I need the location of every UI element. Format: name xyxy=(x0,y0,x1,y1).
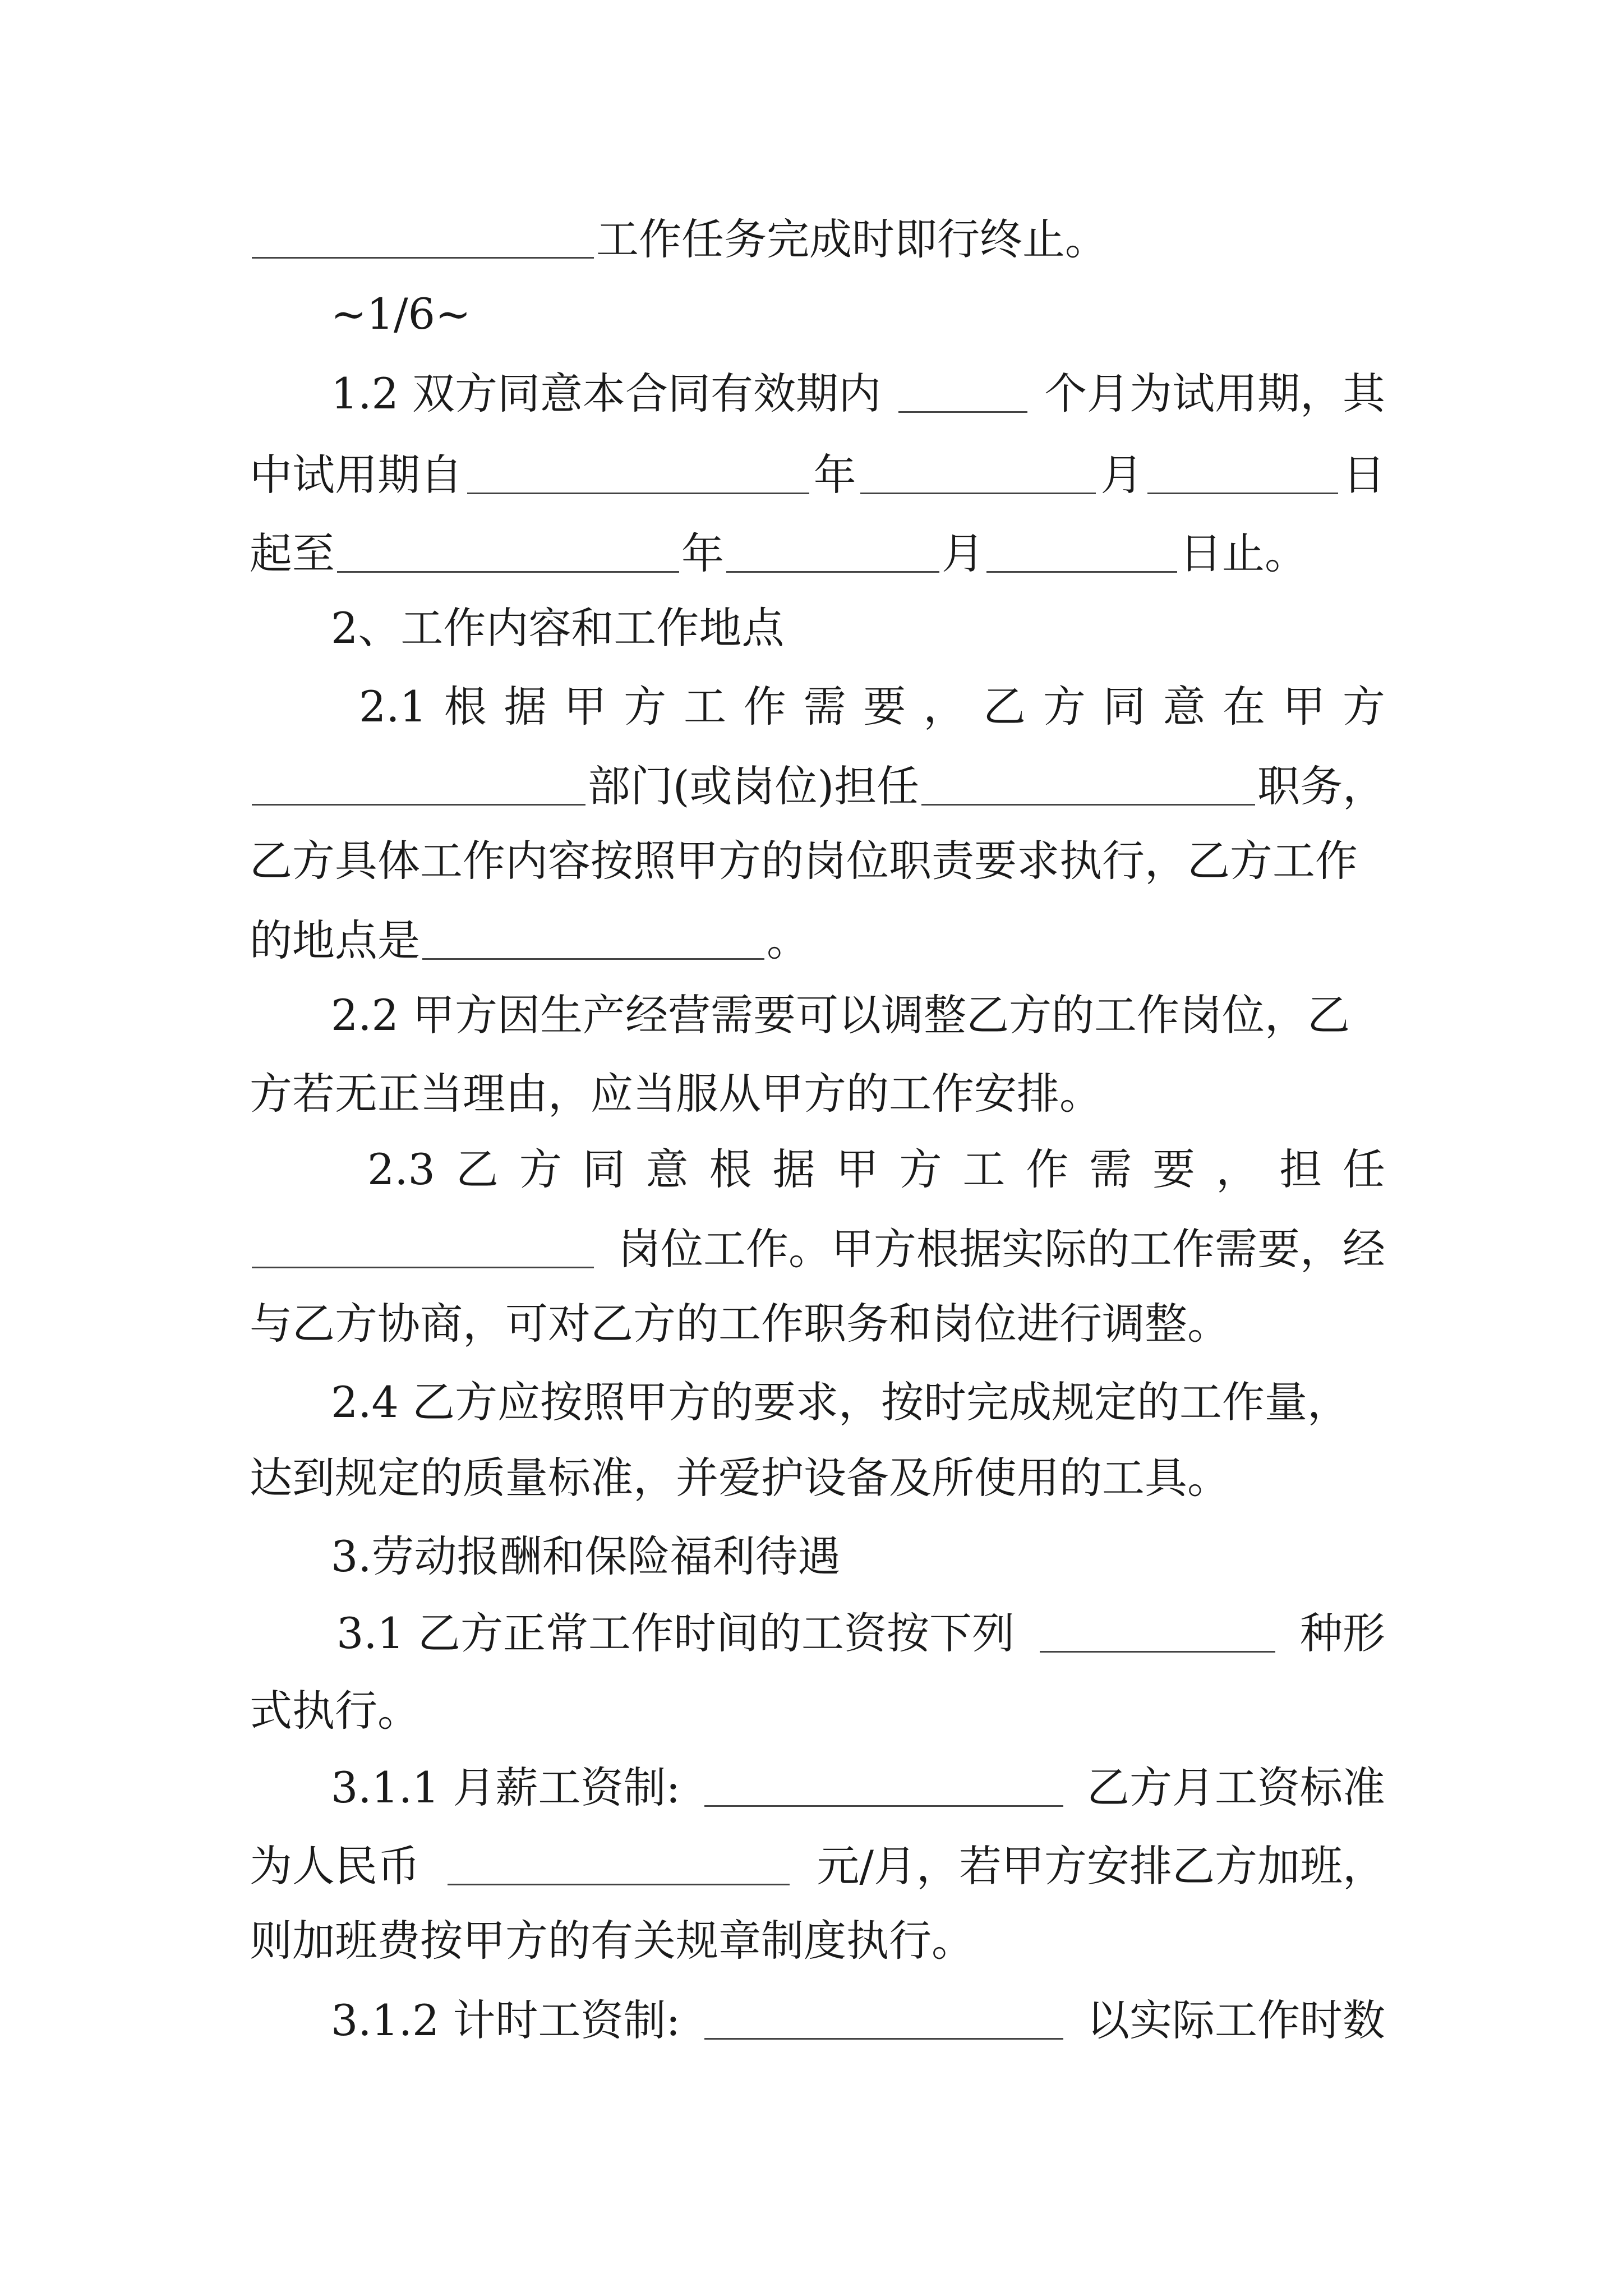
blank-field xyxy=(252,212,594,259)
line-3-1: 3.1 乙方正常工作时间的工资按下列 种形 xyxy=(336,1602,1385,1663)
blank-field xyxy=(337,526,679,573)
blank-field xyxy=(1040,1606,1275,1653)
blank-field xyxy=(704,1760,1063,1807)
blank-field xyxy=(860,448,1096,494)
line-3-1-2: 3.1.2 计时工资制: 以实际工作时数 xyxy=(331,1989,1385,2050)
line-probation-from: 中试用期自 年 月 日 xyxy=(250,443,1385,505)
blank-field xyxy=(448,1839,790,1885)
line-2-4-cont: 达到规定的质量标准，并爱护设备及所使用的工具。 xyxy=(250,1453,1230,1503)
blank-field xyxy=(422,913,764,960)
blank-field xyxy=(986,526,1177,573)
line-monthly-wage: 为人民币 元/月，若甲方安排乙方加班， xyxy=(250,1834,1385,1896)
line-task-termination xyxy=(250,208,1385,269)
line-work-location: 的地点是 。 xyxy=(250,909,1385,970)
line-2-2-cont: 方若无正当理由，应当服从甲方的工作安排。 xyxy=(250,1069,1102,1119)
text: 工作任务完成时即行终止。 xyxy=(596,214,1108,264)
line-2-4: 2.4 乙方应按照甲方的要求，按时完成规定的工作量， xyxy=(331,1377,1350,1427)
section-heading-3: 3.劳动报酬和保险福利待遇 xyxy=(331,1531,841,1581)
page-number: ~1/6~ xyxy=(331,289,471,339)
blank-field xyxy=(252,759,585,806)
blank-field xyxy=(726,526,939,573)
line-2-3-cont: 与乙方协商，可对乙方的工作职务和岗位进行调整。 xyxy=(250,1299,1230,1349)
line-3-1-cont: 式执行。 xyxy=(250,1686,420,1736)
blank-field xyxy=(898,366,1027,413)
blank-field xyxy=(704,1993,1063,2040)
line-2-3: 2.3 乙 方 同 意 根 据 甲 方 工 作 需 要 ， 担 任 xyxy=(367,1144,1385,1194)
line-post-work: 岗位工作。甲方根据实际的工作需要，经 xyxy=(250,1217,1385,1279)
line-probation-to: 起至 年 月 日止。 xyxy=(250,522,1385,583)
line-3-1-1: 3.1.1 月薪工资制: 乙方月工资标准 xyxy=(331,1756,1385,1818)
line-2-1: 2.1 根 据 甲 方 工 作 需 要 ， 乙 方 同 意 在 甲 方 xyxy=(359,682,1385,731)
line-department: 部门(或岗位)担任 职务， xyxy=(250,754,1385,816)
line-2-2: 2.2 甲方因生产经营需要可以调整乙方的工作岗位，乙 xyxy=(331,990,1350,1040)
blank-field xyxy=(1147,448,1338,494)
blank-field xyxy=(467,448,809,494)
line-overtime: 则加班费按甲方的有关规章制度执行。 xyxy=(250,1916,974,1966)
line-1-2: 1.2 双方同意本合同有效期内 个月为试用期，其 xyxy=(331,362,1385,424)
line-job-content: 乙方具体工作内容按照甲方的岗位职责要求执行，乙方工作 xyxy=(250,836,1358,886)
blank-field xyxy=(921,759,1255,806)
blank-field xyxy=(252,1222,594,1268)
section-heading-2: 2、工作内容和工作地点 xyxy=(331,603,785,653)
